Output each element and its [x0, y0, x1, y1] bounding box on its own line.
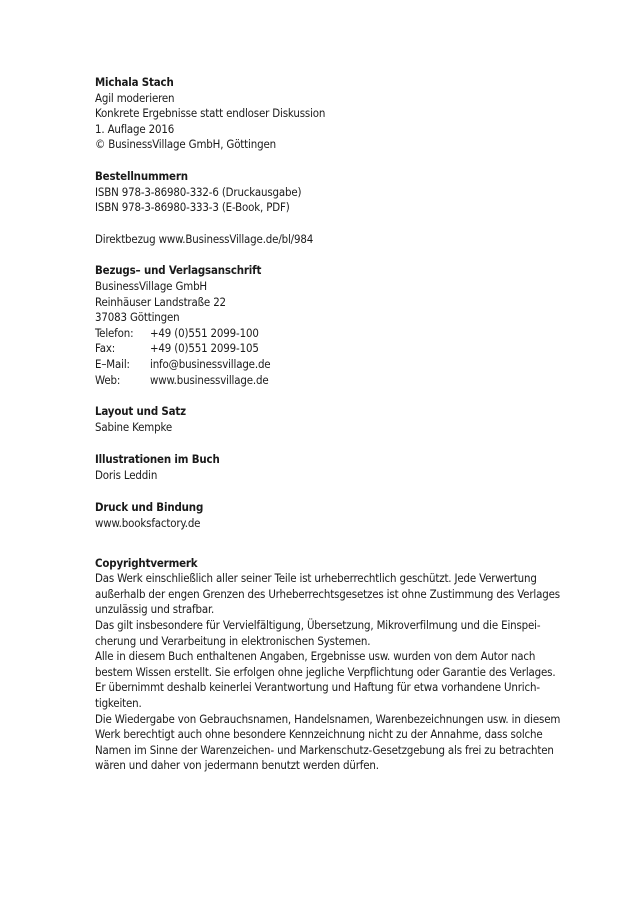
contact-phone [95, 326, 565, 342]
publisher-address-section [95, 263, 565, 388]
isbn-ebook: ISBN 978-3-86980-333-3 (E-Book, PDF) [95, 200, 290, 215]
isbn-print: ISBN 978-3-86980-332-6 (Druckausgabe) [95, 184, 302, 199]
copyright-notice-line: bestem Wissen erstellt. Sie erfolgen ohne jegliche Verpflichtung oder Garantie des Verlages. [95, 664, 556, 679]
layout-name: Sabine Kempke [95, 419, 173, 434]
copyright-notice-section [95, 556, 565, 774]
publisher-address-heading: Bezugs– und Verlagsanschrift [95, 263, 262, 278]
publisher-company: BusinessVillage GmbH [95, 278, 207, 293]
contact-value: +49 (0)551 2099-100 [150, 325, 259, 340]
copyright-notice-line: Er übernimmt deshalb keinerlei Verantwortung und Haftung für etwa vorhandene Unrich- [95, 680, 540, 695]
book-title: Agil moderieren [95, 90, 175, 105]
order-numbers-heading: Bestellnummern [95, 168, 188, 183]
copyright-notice-line: Das Werk einschließlich aller seiner Teile ist urheberrechtlich geschützt. Jede Verwertung [95, 571, 537, 586]
contact-value: www.businessvillage.de [150, 372, 269, 387]
copyright-notice-line: wären und daher von jedermann benutzt werden dürfen. [95, 758, 379, 773]
illustrations-heading: Illustrationen im Buch [95, 452, 220, 467]
copyright-notice-line: Namen im Sinne der Warenzeichen- und Markenschutz-Gesetzgebung als frei zu betrachten [95, 742, 554, 757]
layout-section [95, 404, 565, 435]
contact-label: Web: [95, 372, 121, 387]
contact-web [95, 373, 565, 389]
printing-heading: Druck und Bindung [95, 500, 204, 515]
copyright-notice-line: außerhalb der engen Grenzen des Urheberrechtsgesetzes ist ohne Zustimmung des Verlages [95, 586, 560, 601]
order-numbers-section [95, 169, 565, 247]
copyright-notice-line: tigkeiten. [95, 696, 142, 710]
contact-value: +49 (0)551 2099-105 [150, 341, 259, 356]
printing-section [95, 500, 565, 531]
book-subtitle: Konkrete Ergebnisse statt endloser Diskussion [95, 106, 326, 121]
contact-value: info@businessvillage.de [150, 356, 271, 371]
contact-label: Telefon: [95, 325, 134, 340]
contact-label: E–Mail: [95, 356, 130, 371]
copyright-notice-line: Die Wiedergabe von Gebrauchsnamen, Handelsnamen, Warenbezeichnungen usw. in diesem [95, 711, 561, 726]
copyright-notice-line: unzulässig und strafbar. [95, 602, 215, 617]
copyright-notice-heading: Copyrightvermerk [95, 555, 198, 570]
edition: 1. Auflage 2016 [95, 121, 175, 136]
contact-email [95, 357, 565, 373]
contact-label: Fax: [95, 341, 116, 356]
copyright-notice-line: cherung und Verarbeitung in elektronischen Systemen. [95, 633, 371, 648]
publisher-city: 37083 Göttingen [95, 310, 180, 325]
copyright-notice-line: Werk berechtigt auch ohne besondere Kennzeichnung nicht zu der Annahme, dass solche [95, 727, 543, 742]
copyright-notice-line: Alle in diesem Buch enthaltenen Angaben, Ergebnisse usw. wurden von dem Autor nach [95, 649, 536, 664]
illustrations-name: Doris Leddin [95, 467, 158, 482]
direct-order-link: Direktbezug www.BusinessVillage.de/bl/984 [95, 231, 314, 246]
copyright-notice-line: Das gilt insbesondere für Vervielfältigung, Übersetzung, Mikroverfilmung und die Einspei- [95, 618, 541, 633]
header-block [95, 75, 565, 153]
illustrations-section [95, 452, 565, 483]
imprint-page [95, 75, 565, 774]
printing-name: www.booksfactory.de [95, 516, 201, 531]
copyright-line: © BusinessVillage GmbH, Göttingen [95, 137, 276, 152]
author-name: Michala Stach [95, 75, 174, 89]
publisher-street: Reinhäuser Landstraße 22 [95, 294, 226, 309]
layout-heading: Layout und Satz [95, 404, 186, 419]
contact-fax [95, 341, 565, 357]
